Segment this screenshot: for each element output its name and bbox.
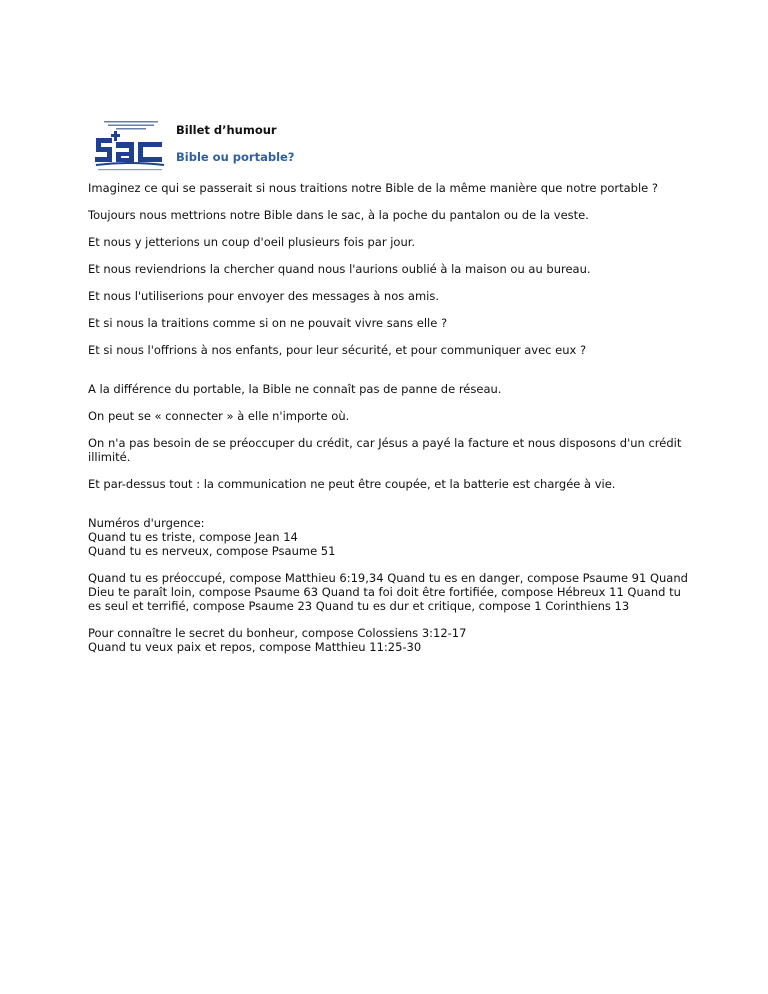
paragraph: Toujours nous mettrions notre Bible dans le sac, à la poche du pantalon ou de la veste. [88,208,589,222]
emergency-line: Quand tu es triste, compose Jean 14 [88,530,298,544]
paragraph: Et nous reviendrions la chercher quand nous l'aurions oublié à la maison ou au bureau. [88,262,591,276]
document-header [88,118,688,176]
emergency-lines [88,516,688,558]
emergency-block: Quand tu es préoccupé, compose Matthieu 6:19,34 Quand tu es en danger, compose Psaume 91 Quand Dieu te paraît loin, compose Psaume 63 Quand ta foi doit être fortifiée, compose Hébreux 11 Quand tu es seul et terrifié, compose Psaume 23 Quand tu es dur et critique, compose 1 Corinthiens 13 [88,571,688,613]
spacer [88,370,688,382]
paragraph: Et nous l'utiliserions pour envoyer des messages à nos amis. [88,289,439,303]
emergency-lines-end [88,626,688,654]
document-body [88,181,688,667]
document-title: Billet d’humour [176,123,277,137]
emergency-numbers-section [88,516,688,654]
paragraph: Et si nous l'offrions à nos enfants, pour leur sécurité, et pour communiquer avec eux ? [88,343,587,357]
paragraph: Et nous y jetterions un coup d'oeil plusieurs fois par jour. [88,235,416,249]
paragraph: Et par-dessus tout : la communication ne peut être coupée, et la batterie est chargée à vie. [88,477,616,491]
paragraph: On peut se « connecter » à elle n'importe où. [88,409,350,423]
document-subtitle: Bible ou portable? [176,150,295,164]
emergency-heading: Numéros d'urgence: [88,516,205,530]
paragraph: On n'a pas besoin de se préoccuper du crédit, car Jésus a payé la facture et nous disposons d'un crédit illimité. [88,436,682,464]
paragraph: Et si nous la traitions comme si on ne pouvait vivre sans elle ? [88,316,448,330]
spacer [88,504,688,516]
sac-logo [92,118,168,174]
emergency-line: Quand tu veux paix et repos, compose Matthieu 11:25-30 [88,640,422,654]
emergency-line: Pour connaître le secret du bonheur, compose Colossiens 3:12-17 [88,626,467,640]
paragraph: A la différence du portable, la Bible ne connaît pas de panne de réseau. [88,382,502,396]
emergency-line: Quand tu es nerveux, compose Psaume 51 [88,544,336,558]
paragraph: Imaginez ce qui se passerait si nous traitions notre Bible de la même manière que notre portable ? [88,181,659,195]
